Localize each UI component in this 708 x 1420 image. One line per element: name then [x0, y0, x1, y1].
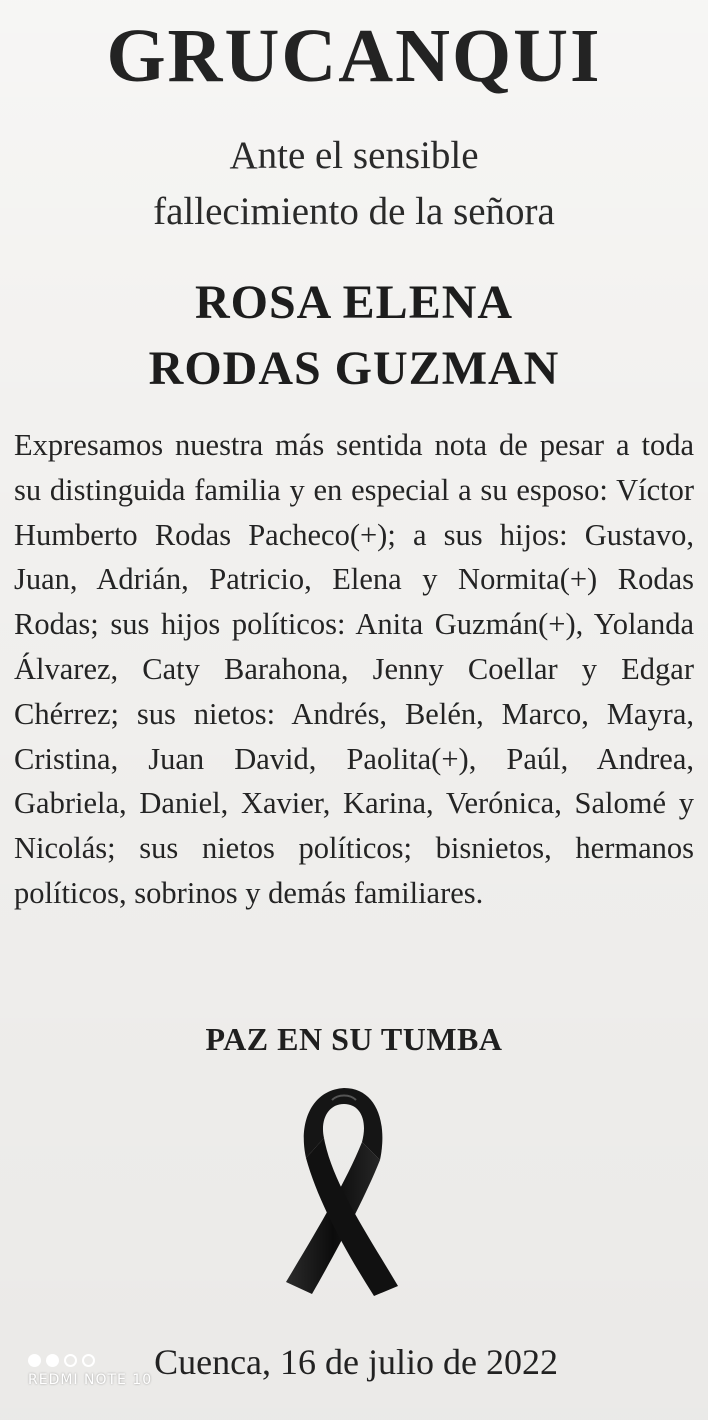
camera-watermark	[28, 1352, 228, 1402]
notice-header: GRUCANQUI	[106, 14, 602, 98]
deceased-name-line: ROSA ELENA	[194, 276, 514, 329]
place-date: Cuenca, 16 de julio de 2022	[154, 1342, 558, 1382]
mourning-ribbon-icon	[276, 1082, 416, 1302]
condolence-message: Expresamos nuestra más sentida nota de pesar a toda su distinguida familia y en especial a su esposo: Víctor Humberto Rodas Pacheco(+); a sus hijos: Gustavo, Juan, Adrián, Patricio, Elena y Normita(+) Rodas Rodas; sus hijos políticos: Anita Guzmán(+), Yolanda Álvarez, Caty Barahona, Jenny Coellar y Edgar Chérrez; sus nietos: Andrés, Belén, Marco, Mayra, Cristina, Juan David, Paolita(+), Paúl, Andrea, Gabriela, Daniel, Xavier, Karina, Verónica, Salomé y Nicolás; sus nietos políticos; bisnietos, hermanos políticos, sobrinos y demás familiares.	[14, 428, 694, 910]
intro-text	[0, 128, 708, 240]
deceased-name-line: RODAS GUZMAN	[148, 342, 560, 395]
intro-line: Ante el sensible	[229, 134, 479, 177]
camera-dots-icon	[28, 1352, 228, 1368]
closing-phrase: PAZ EN SU TUMBA	[205, 1021, 503, 1057]
deceased-name	[0, 270, 708, 402]
watermark-text: REDMI NOTE 10	[28, 1372, 153, 1388]
intro-line: fallecimiento de la señora	[153, 190, 555, 233]
